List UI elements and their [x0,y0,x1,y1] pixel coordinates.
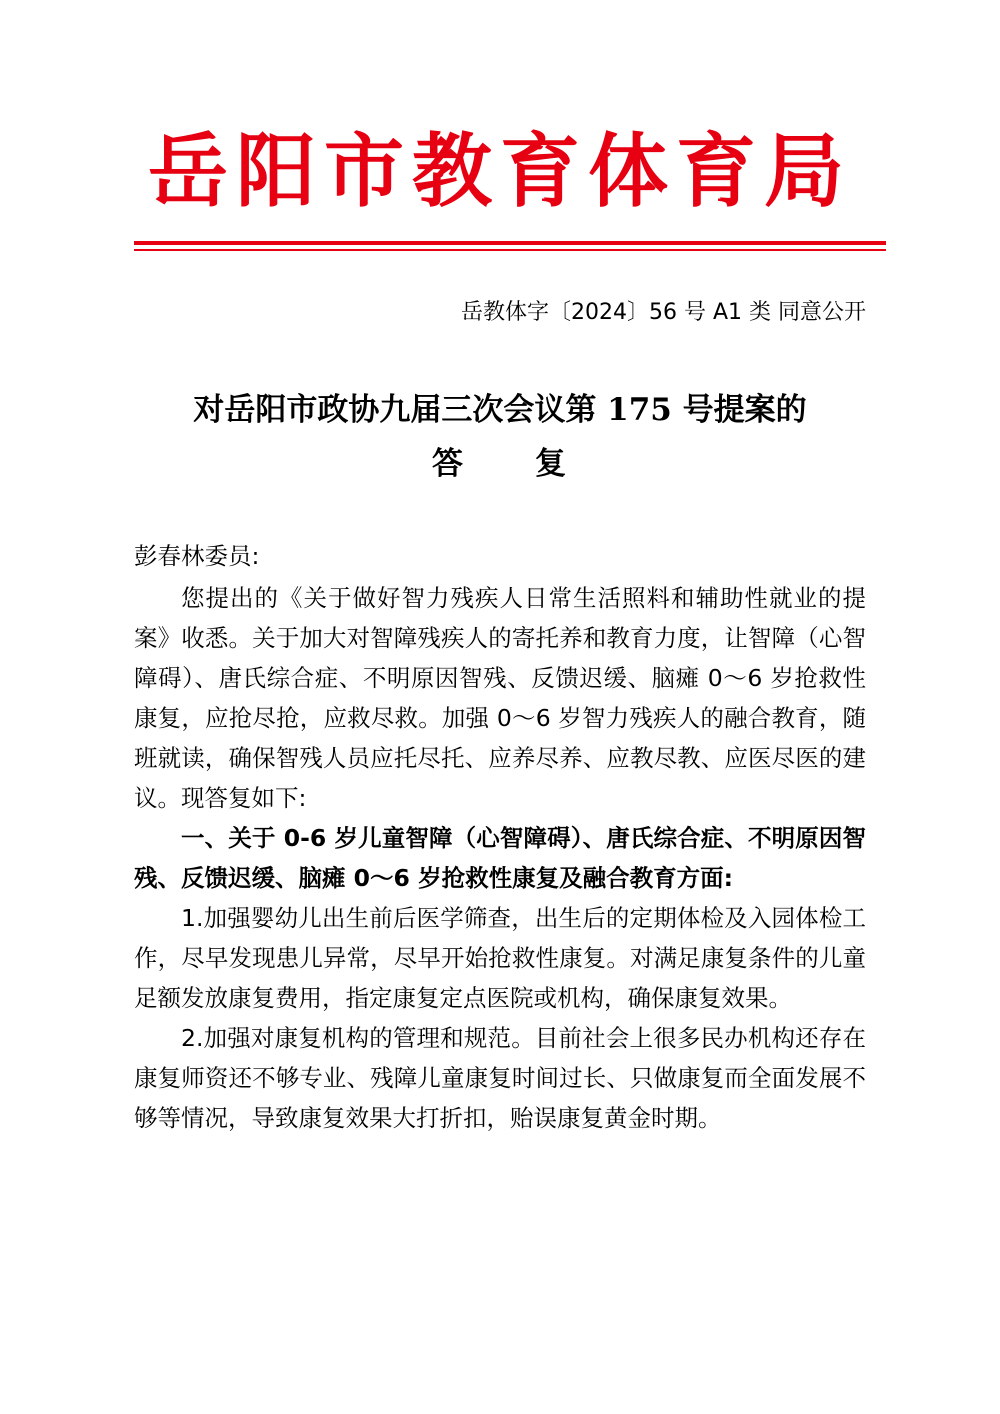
salutation: 彭春林委员: [134,542,260,570]
list-item-1: 1.加强婴幼儿出生前后医学筛查，出生后的定期体检及入园体检工作，尽早发现患儿异常，尽早开始抢救性康复。对满足康复条件的儿童足额发放康复费用，指定康复定点医院或机构，确保康复效果。 [134,904,866,1012]
masthead-rule-thick [134,241,886,245]
section-heading-1: 一、关于 0-6 岁儿童智障（心智障碍）、唐氏综合症、不明原因智残、反馈迟缓、脑瘫 0～6 岁抢救性康复及融合教育方面: [134,824,866,892]
title-reply-char-1: 答 [432,446,465,482]
document-title-line1: 对岳阳市政协九届三次会议第 175 号提案的 [193,392,807,428]
masthead-rule-thin [134,249,886,251]
intro-paragraph: 您提出的《关于做好智力残疾人日常生活照料和辅助性就业的提案》收悉。关于加大对智障残疾人的寄托养和教育力度，让智障（心智障碍）、唐氏综合症、不明原因智残、反馈迟缓、脑瘫 0～6 岁抢救性康复，应抢尽抢，应救尽救。加强 0～6 岁智力残疾人的融合教育，随班就读，确保智残人员应托尽托、应养尽养、应教尽教、应医尽医的建议。现答复如下: [134,584,866,812]
document-number: 岳教体字〔2024〕56 号 A1 类 同意公开 [460,300,866,325]
document-title-line2 [134,442,866,486]
masthead-org-name: 岳阳市教育体育局 [148,125,852,218]
title-reply-char-2: 复 [535,446,568,482]
list-item-2: 2.加强对康复机构的管理和规范。目前社会上很多民办机构还存在康复师资还不够专业、残障儿童康复时间过长、只做康复而全面发展不够等情况，导致康复效果大打折扣，贻误康复黄金时期。 [134,1024,866,1132]
document-body [134,536,866,1138]
